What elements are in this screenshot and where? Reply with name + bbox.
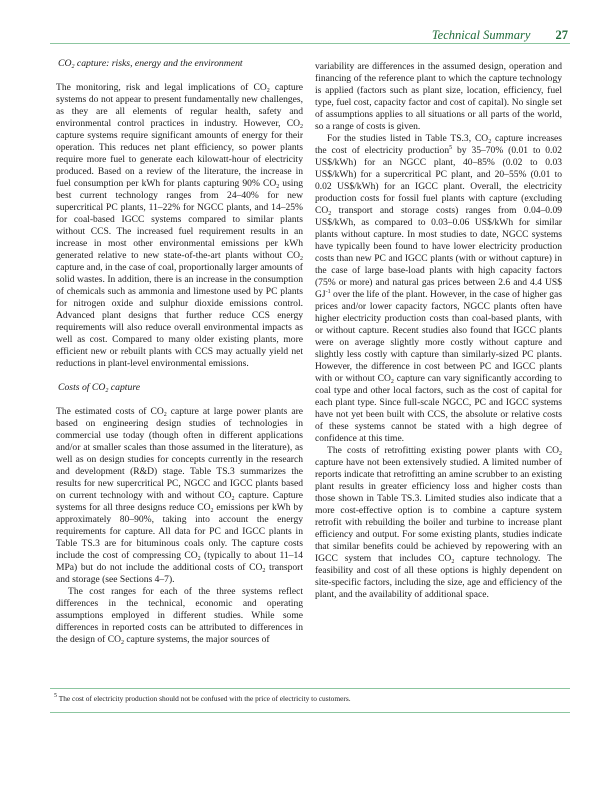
left-column [56,58,303,646]
paragraph: The cost ranges for each of the three systems reflect differences in the technical, economic and operating assumptions employed in different studies. While some differences in reported costs can be attributed to differences in the design of $CO_2$ capture systems, the major sources of [56,586,303,646]
footnote: $^5$ The cost of electricity production should not be confused with the price of electricity to customers. [54,693,351,703]
header-rule [50,43,570,44]
footnote-rule-top [50,688,570,689]
footnote-rule-bottom [50,712,570,713]
paragraph: The estimated costs of $CO_2$ capture at large power plants are based on engineering design studies of technologies in commercial use today (though often in different applications and/or at smaller scales than those assumed in the literature), as well as on design studies for concepts currently in the research and development (R&D) stage. Table TS.3 summarizes the results for new supercritical PC, NGCC and IGCC plants based on current technology with and without $CO_2$ capture. Capture systems for all three designs reduce $CO_2$ emissions per kWh by approximately 80–90%, taking into account the energy requirements for capture. All data for PC and IGCC plants in Table TS.3 are for bituminous coals only. The capture costs include the cost of compressing $CO_2$ (typically to about 11–14 MPa) but do not include the additional costs of $CO_2$ transport and storage (see Sections 4–7). [56,406,304,585]
right-column [315,61,562,601]
running-header [432,28,568,43]
running-header-title: Technical Summary [431,28,531,42]
section-heading-costs: Costs of $CO_2$ capture [58,382,141,394]
section-heading-risks: $CO_2$ capture: risks, energy and the environment [58,58,243,70]
paragraph: The monitoring, risk and legal implications of $CO_2$ capture systems do not appear to present fundamentally new challenges, as they are all elements of regular health, safety and environmental control practices in industry. However, $CO_2$ capture systems require significant amounts of energy for their operation. This reduces net plant efficiency, so power plants require more fuel to generate each kilowatt-hour of electricity produced. Based on a review of the literature, the increase in fuel consumption per kWh for plants capturing 90% $CO_2$ using best current technology ranges from 24–40% for new supercritical PC plants, 11–22% for NGCC plants, and 14–25% for coal-based IGCC systems compared to similar plants without CCS. The increased fuel requirement results in an increase in most other environmental emissions per kWh generated relative to new state-of-the-art plants without $CO_2$ capture and, in the case of coal, proportionally larger amounts of solid wastes. In addition, there is an increase in the consumption of chemicals such as ammonia and limestone used by PC plants for nitrogen oxide and sulphur dioxide emissions control. Advanced plant designs that further reduce CCS energy requirements will also reduce overall environmental impacts as well as cost. Compared to many older existing plants, more efficient new or rebuilt plants with CCS may actually yield net reductions in plant-level environmental emissions. [56,82,304,369]
paragraph: The costs of retrofitting existing power plants with $CO_2$ capture have not been extensively studied. A limited number of reports indicate that retrofitting an amine scrubber to an existing plant results in greater efficiency loss and higher costs than those shown in Table TS.3. Limited studies also indicate that a more cost-effective option is to combine a capture system retrofit with rebuilding the boiler and turbine to increase plant efficiency and output. For some existing plants, studies indicate that similar benefits could be achieved by repowering with an IGCC system that includes $CO_2$ capture technology. The feasibility and cost of all these options is highly dependent on site-specific factors, including the size, age and efficiency of the plant, and the availability of additional space. [315,445,562,600]
page-number: 27 [555,28,568,42]
paragraph: For the studies listed in Table TS.3, $CO_2$ capture increases the cost of electricity production$^5$ by 35–70% (0.01 to 0.02 US$/kWh) for an NGCC plant, 40–85% (0.02 to 0.03 US$/kWh) for a supercritical PC plant, and 20–55% (0.01 to 0.02 US$/kWh) for an IGCC plant. Overall, the electricity production costs for fossil fuel plants with capture (excluding $CO_2$ transport and storage costs) ranges from 0.04–0.09 US$/kWh, as compared to 0.03–0.06 US$/kWh for similar plants without capture. In most studies to date, NGCC systems have typically been found to have lower electricity production costs than new PC and IGCC plants (with or without capture) in the case of large base-load plants with high capacity factors (75% or more) and natural gas prices between 2.6 and 4.4 US$ $GJ^{-1}$ over the life of the plant. However, in the case of higher gas prices and/or lower capacity factors, NGCC plants often have higher electricity production costs than coal-based plants, with or without capture. Recent studies also found that IGCC plants were on average slightly more costly without capture and slightly less costly with capture than similarly-sized PC plants. However, the difference in cost between PC and IGCC plants with or without $CO_2$ capture can vary significantly according to coal type and other local factors, such as the cost of capital for each plant type. Since full-scale NGCC, PC and IGCC systems have not yet been built with CCS, the absolute or relative costs of these systems cannot be stated with a high degree of confidence at this time. [315,133,562,444]
paragraph: variability are differences in the assumed design, operation and financing of the reference plant to which the capture technology is applied (factors such as plant size, location, efficiency, fuel type, fuel cost, capacity factor and cost of capital). No single set of assumptions applies to all situations or all parts of the world, so a range of costs is given. [315,61,562,132]
